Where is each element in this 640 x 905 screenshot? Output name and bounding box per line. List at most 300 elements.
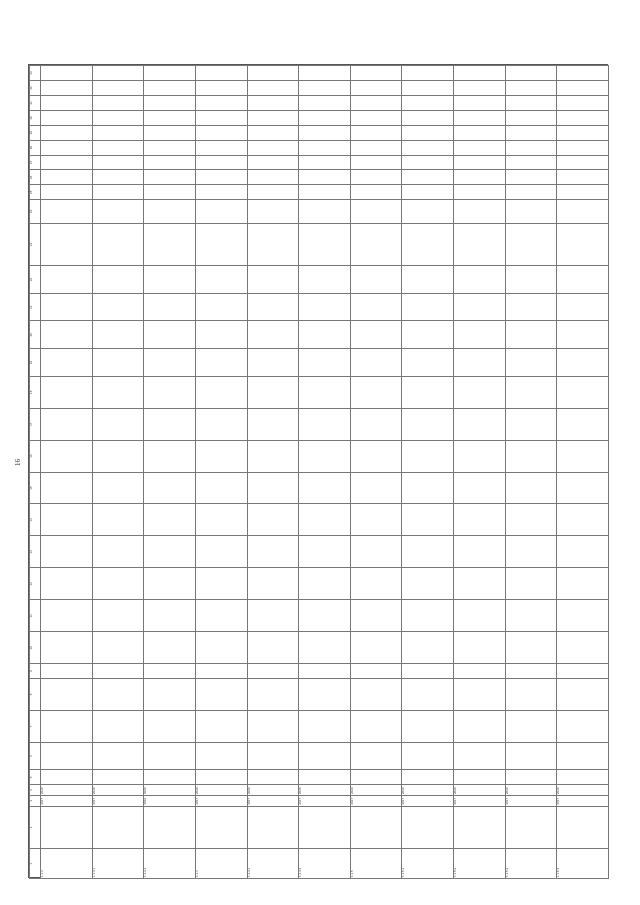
column-header: 6 <box>30 742 41 770</box>
table-cell <box>41 408 93 440</box>
table-cell <box>557 170 609 185</box>
table-cell <box>299 742 351 770</box>
table-cell <box>402 293 454 321</box>
table-cell <box>299 806 351 849</box>
table-cell <box>195 678 247 710</box>
table-cell <box>454 110 506 125</box>
table-cell <box>195 408 247 440</box>
table-cell <box>402 81 454 96</box>
table-cell <box>41 568 93 600</box>
table-cell <box>299 504 351 536</box>
table-cell <box>350 376 402 408</box>
table-cell: 2019 <box>144 796 196 807</box>
table-cell <box>92 376 144 408</box>
table-cell: 1.1.3.2 <box>144 849 196 879</box>
table-cell <box>195 770 247 785</box>
table-cell <box>299 125 351 140</box>
table-cell <box>144 223 196 266</box>
table-row <box>350 66 402 879</box>
header-row <box>30 66 41 879</box>
table-cell <box>41 125 93 140</box>
table-cell <box>247 170 299 185</box>
table-cell <box>402 600 454 632</box>
table-cell <box>505 293 557 321</box>
table-cell <box>299 266 351 294</box>
column-header: 8 <box>30 678 41 710</box>
table-cell <box>92 125 144 140</box>
table-cell <box>247 568 299 600</box>
table-cell <box>144 293 196 321</box>
table-cell <box>505 349 557 377</box>
table-cell <box>557 321 609 349</box>
column-header: 28 <box>30 140 41 155</box>
table-cell <box>195 321 247 349</box>
table-cell <box>454 223 506 266</box>
table-cell <box>144 632 196 664</box>
table-cell <box>195 95 247 110</box>
table-cell <box>350 504 402 536</box>
table-cell <box>144 710 196 742</box>
table-cell <box>350 536 402 568</box>
table-cell <box>144 81 196 96</box>
table-cell: 1.1.4.2 <box>299 849 351 879</box>
table-cell: 1.1.5.3 <box>505 849 557 879</box>
column-header: 15 <box>30 472 41 504</box>
table-cell <box>299 600 351 632</box>
table-cell <box>557 678 609 710</box>
table-cell <box>247 742 299 770</box>
table-cell <box>350 266 402 294</box>
table-cell <box>195 155 247 170</box>
table-cell <box>247 66 299 81</box>
table-cell <box>350 170 402 185</box>
table-cell <box>350 95 402 110</box>
column-header: 33 <box>30 66 41 81</box>
table-cell <box>92 293 144 321</box>
table-body <box>41 66 609 879</box>
table-cell <box>41 376 93 408</box>
table-cell <box>505 125 557 140</box>
table-cell: 2020 <box>402 785 454 796</box>
table-cell <box>41 81 93 96</box>
table-cell <box>454 472 506 504</box>
table-cell <box>350 664 402 679</box>
table-cell <box>299 293 351 321</box>
table-cell: 1.1.5.1 <box>402 849 454 879</box>
table-cell <box>92 770 144 785</box>
table-cell <box>350 155 402 170</box>
table-cell <box>247 408 299 440</box>
table-cell <box>41 200 93 223</box>
table-cell <box>92 710 144 742</box>
table-cell <box>299 66 351 81</box>
table-cell <box>247 632 299 664</box>
table-cell <box>144 770 196 785</box>
table-cell <box>402 742 454 770</box>
table-cell <box>505 600 557 632</box>
table-cell <box>350 710 402 742</box>
table-cell <box>505 170 557 185</box>
table-cell <box>195 664 247 679</box>
table-cell <box>557 504 609 536</box>
table-cell <box>92 81 144 96</box>
table-cell <box>92 408 144 440</box>
table-row <box>454 66 506 879</box>
table-cell <box>557 81 609 96</box>
table-cell <box>144 600 196 632</box>
table-cell <box>505 155 557 170</box>
table-cell <box>557 440 609 472</box>
table-cell <box>505 440 557 472</box>
table-cell <box>299 632 351 664</box>
table-cell <box>350 185 402 200</box>
table-cell <box>144 200 196 223</box>
table-cell <box>454 742 506 770</box>
column-header: 22 <box>30 266 41 294</box>
table-cell <box>41 223 93 266</box>
column-header: 21 <box>30 293 41 321</box>
table-cell <box>144 408 196 440</box>
table-cell <box>144 536 196 568</box>
table-cell <box>299 110 351 125</box>
table-cell <box>247 664 299 679</box>
table-cell <box>454 376 506 408</box>
column-header: 11 <box>30 600 41 632</box>
table-cell: 2020 <box>92 785 144 796</box>
table-cell <box>402 440 454 472</box>
table-cell <box>505 536 557 568</box>
table-cell: 2017 <box>92 796 144 807</box>
table-cell <box>299 664 351 679</box>
table-cell <box>505 408 557 440</box>
table-cell <box>92 155 144 170</box>
table-cell <box>92 66 144 81</box>
table-cell <box>557 95 609 110</box>
table-cell <box>41 66 93 81</box>
table-cell <box>247 472 299 504</box>
table-cell <box>557 110 609 125</box>
table-cell: 2020 <box>350 785 402 796</box>
table-cell <box>195 504 247 536</box>
table-cell: 2017 <box>454 796 506 807</box>
table-cell <box>247 678 299 710</box>
column-header: 29 <box>30 125 41 140</box>
table-cell <box>557 185 609 200</box>
table-cell <box>195 632 247 664</box>
table-cell <box>557 223 609 266</box>
table-cell: 1.1.5 <box>350 849 402 879</box>
table-cell <box>41 678 93 710</box>
table-cell <box>247 504 299 536</box>
column-header: 31 <box>30 95 41 110</box>
table-cell <box>454 321 506 349</box>
page-number: 16 <box>14 459 22 466</box>
table-cell <box>92 504 144 536</box>
table-cell <box>41 293 93 321</box>
table-cell: 2017 <box>350 796 402 807</box>
table-cell <box>350 66 402 81</box>
table-cell <box>299 408 351 440</box>
table-cell <box>41 664 93 679</box>
table-cell <box>350 110 402 125</box>
table-cell <box>402 125 454 140</box>
column-header: 17 <box>30 408 41 440</box>
table-cell <box>41 266 93 294</box>
table-cell: 2020 <box>505 785 557 796</box>
table-cell <box>402 223 454 266</box>
table-cell <box>247 710 299 742</box>
table-cell <box>247 536 299 568</box>
table-cell <box>144 440 196 472</box>
table-cell <box>299 568 351 600</box>
table-cell <box>41 170 93 185</box>
table-cell <box>350 472 402 504</box>
table-cell <box>402 632 454 664</box>
table-cell <box>505 770 557 785</box>
table-cell <box>557 632 609 664</box>
table-cell <box>402 200 454 223</box>
table-cell <box>144 376 196 408</box>
table-cell <box>350 293 402 321</box>
table-cell <box>557 66 609 81</box>
table-cell: 2017 <box>41 796 93 807</box>
table-cell <box>299 349 351 377</box>
table-cell <box>402 678 454 710</box>
table-cell <box>505 140 557 155</box>
table-cell <box>557 125 609 140</box>
table-cell <box>299 678 351 710</box>
table-cell <box>41 536 93 568</box>
table-cell <box>350 140 402 155</box>
table-cell <box>350 678 402 710</box>
table-cell: 1.1.3.1 <box>92 849 144 879</box>
table-cell <box>92 321 144 349</box>
table-cell <box>350 349 402 377</box>
table-cell <box>41 770 93 785</box>
column-header: 16 <box>30 440 41 472</box>
table-cell <box>195 110 247 125</box>
table-cell <box>402 770 454 785</box>
table-cell <box>505 504 557 536</box>
table-cell <box>402 536 454 568</box>
table-cell <box>557 742 609 770</box>
table-cell <box>402 170 454 185</box>
table-cell <box>505 95 557 110</box>
table-cell <box>454 266 506 294</box>
table-cell <box>92 472 144 504</box>
table-cell: 2017 <box>247 796 299 807</box>
table-cell <box>505 664 557 679</box>
table-cell <box>41 806 93 849</box>
table-cell <box>195 170 247 185</box>
table-cell <box>454 408 506 440</box>
table-cell <box>350 321 402 349</box>
table-cell <box>557 600 609 632</box>
column-header: 32 <box>30 81 41 96</box>
table-cell <box>454 349 506 377</box>
table-cell <box>402 110 454 125</box>
table-cell <box>454 632 506 664</box>
table-cell: 2020 <box>557 785 609 796</box>
table-cell <box>557 155 609 170</box>
table-cell <box>454 200 506 223</box>
table-cell <box>505 110 557 125</box>
table-cell <box>402 376 454 408</box>
column-header: 18 <box>30 376 41 408</box>
table-cell <box>247 110 299 125</box>
table-cell <box>350 440 402 472</box>
table-cell <box>41 185 93 200</box>
table-cell <box>247 223 299 266</box>
table-cell <box>350 125 402 140</box>
table-cell <box>92 664 144 679</box>
table-cell <box>41 140 93 155</box>
table-cell <box>557 710 609 742</box>
table-cell <box>195 125 247 140</box>
table-cell <box>350 742 402 770</box>
table-cell <box>454 125 506 140</box>
table-cell <box>92 185 144 200</box>
table-cell <box>557 408 609 440</box>
column-header: 12 <box>30 568 41 600</box>
table-cell <box>454 536 506 568</box>
table-cell <box>454 710 506 742</box>
table-cell <box>505 266 557 294</box>
table-cell: 2020 <box>144 785 196 796</box>
table-cell <box>195 568 247 600</box>
table-cell <box>92 806 144 849</box>
table-cell <box>41 710 93 742</box>
table-cell <box>144 664 196 679</box>
column-header: 2 <box>30 806 41 849</box>
table-cell <box>402 155 454 170</box>
table-cell: 2020 <box>41 785 93 796</box>
table-cell <box>92 568 144 600</box>
table-cell <box>402 664 454 679</box>
rotated-table-container <box>29 65 609 879</box>
table-cell <box>557 536 609 568</box>
table-cell <box>350 770 402 785</box>
column-header: 27 <box>30 155 41 170</box>
table-cell: 2020 <box>247 785 299 796</box>
table-cell: 1.1.5.4 <box>557 849 609 879</box>
table-cell <box>92 110 144 125</box>
table-cell <box>41 110 93 125</box>
table-row <box>195 66 247 879</box>
table-cell <box>299 770 351 785</box>
table-cell <box>454 293 506 321</box>
table-cell <box>92 742 144 770</box>
table-cell <box>350 81 402 96</box>
table-cell <box>299 376 351 408</box>
table-cell <box>557 568 609 600</box>
table-row <box>92 66 144 879</box>
table-cell: 2017 <box>299 796 351 807</box>
table-cell <box>505 185 557 200</box>
table-cell <box>92 632 144 664</box>
table-row <box>299 66 351 879</box>
table-cell <box>92 440 144 472</box>
table-cell <box>350 223 402 266</box>
table-cell <box>247 349 299 377</box>
table-cell: 2020 <box>454 785 506 796</box>
table-cell <box>299 223 351 266</box>
column-header: 5 <box>30 770 41 785</box>
table-row <box>41 66 93 879</box>
table-cell <box>144 110 196 125</box>
table-cell <box>144 472 196 504</box>
table-cell: 2017 <box>505 796 557 807</box>
table-cell: 2017 <box>402 796 454 807</box>
table-cell: 1.1.4 <box>195 849 247 879</box>
table-cell <box>144 321 196 349</box>
table-cell <box>247 266 299 294</box>
table-cell <box>505 200 557 223</box>
table-cell <box>41 600 93 632</box>
column-header: 9 <box>30 664 41 679</box>
table-cell <box>41 632 93 664</box>
table-cell <box>195 81 247 96</box>
table-cell <box>505 806 557 849</box>
table-cell <box>350 568 402 600</box>
table-cell <box>505 66 557 81</box>
table-cell <box>299 710 351 742</box>
table-cell <box>299 185 351 200</box>
table-cell <box>247 376 299 408</box>
table-cell <box>195 742 247 770</box>
table-cell <box>557 806 609 849</box>
table-cell <box>505 632 557 664</box>
table-cell <box>454 155 506 170</box>
table-row <box>557 66 609 879</box>
table-cell <box>299 170 351 185</box>
table-cell <box>402 710 454 742</box>
table-cell <box>195 472 247 504</box>
table-cell <box>454 81 506 96</box>
table-cell <box>41 440 93 472</box>
table-cell <box>144 125 196 140</box>
table-cell <box>41 321 93 349</box>
table-cell <box>350 200 402 223</box>
table-cell <box>144 140 196 155</box>
table-cell <box>144 568 196 600</box>
table-cell <box>299 200 351 223</box>
table-cell <box>557 664 609 679</box>
table-cell: 2020 <box>299 785 351 796</box>
table-cell <box>92 223 144 266</box>
table-cell <box>454 568 506 600</box>
table-cell: 2017 <box>195 796 247 807</box>
table-cell <box>402 568 454 600</box>
table-cell <box>454 664 506 679</box>
table-cell <box>144 95 196 110</box>
column-header: 7 <box>30 710 41 742</box>
table-cell <box>505 710 557 742</box>
table-cell <box>195 440 247 472</box>
table-cell <box>350 600 402 632</box>
table-cell <box>557 293 609 321</box>
table-cell <box>247 440 299 472</box>
table-row <box>402 66 454 879</box>
table-cell <box>557 200 609 223</box>
column-header: 25 <box>30 185 41 200</box>
table-cell <box>402 504 454 536</box>
column-header: 3 <box>30 796 41 807</box>
table-cell: 2020 <box>195 785 247 796</box>
table-cell <box>144 742 196 770</box>
table-cell <box>454 678 506 710</box>
column-header: 26 <box>30 170 41 185</box>
